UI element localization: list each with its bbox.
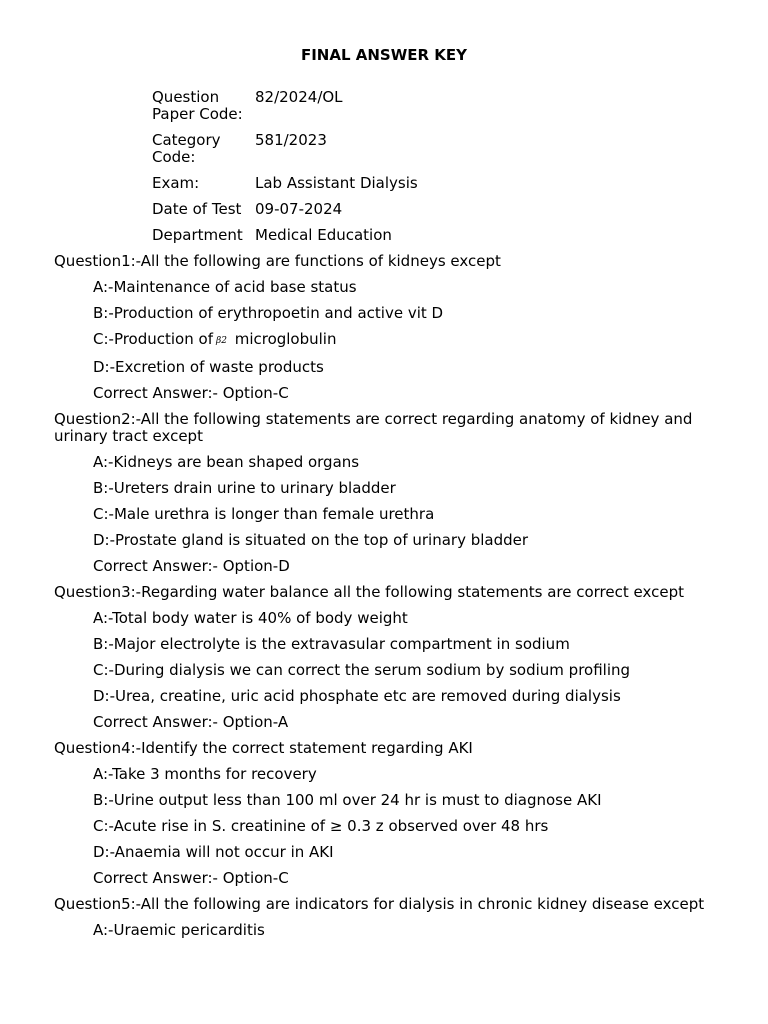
question-text: Question2:-All the following statements are correct regarding anatomy of kidney and urinary tract except	[54, 410, 693, 445]
meta-label: Category Code:	[152, 131, 221, 166]
option-c-suffix: microglobulin	[234, 330, 337, 348]
meta-value: Medical Education	[255, 226, 392, 244]
option-d: D:-Excretion of waste products	[93, 358, 324, 376]
option-c: C:-Acute rise in S. creatinine of ≥ 0.3 z observed over 48 hrs	[93, 817, 549, 835]
meta-label: Exam:	[152, 174, 200, 192]
question-text: Question4:-Identify the correct statement regarding AKI	[54, 739, 473, 757]
question-text: Question1:-All the following are functions of kidneys except	[54, 252, 501, 270]
page-title: FINAL ANSWER KEY	[300, 46, 468, 64]
option-c: C:-Male urethra is longer than female urethra	[93, 505, 435, 523]
option-c: C:-During dialysis we can correct the serum sodium by sodium profiling	[93, 661, 631, 679]
option-a: A:-Maintenance of acid base status	[93, 278, 357, 296]
question-block-2	[54, 411, 719, 575]
option-b: B:-Urine output less than 100 ml over 24 hr is must to diagnose AKI	[93, 791, 602, 809]
meta-row-date	[152, 201, 512, 218]
correct-answer: Correct Answer:- Option-C	[93, 384, 289, 402]
option-a: A:-Kidneys are bean shaped organs	[93, 453, 360, 471]
option-a: A:-Uraemic pericarditis	[93, 921, 265, 939]
meta-row-paper-code	[152, 89, 512, 123]
option-a: A:-Total body water is 40% of body weight	[93, 609, 408, 627]
option-c	[93, 331, 719, 350]
correct-answer: Correct Answer:- Option-A	[93, 713, 289, 731]
meta-value: 82/2024/OL	[255, 88, 343, 106]
correct-answer: Correct Answer:- Option-D	[93, 557, 290, 575]
option-d: D:-Urea, creatine, uric acid phosphate etc are removed during dialysis	[93, 687, 621, 705]
meta-value: 581/2023	[255, 131, 327, 149]
exam-details	[152, 89, 512, 253]
meta-label: Date of Test	[152, 200, 242, 218]
meta-label: Department	[152, 226, 243, 244]
meta-row-department	[152, 227, 512, 244]
meta-row-category-code	[152, 132, 512, 166]
meta-row-exam	[152, 175, 512, 192]
question-block-4	[54, 740, 719, 887]
question-text: Question3:-Regarding water balance all the following statements are correct except	[54, 583, 684, 601]
option-d: D:-Prostate gland is situated on the top of urinary bladder	[93, 531, 529, 549]
question-block-1	[54, 253, 719, 402]
option-b: B:-Production of erythropoetin and active vit D	[93, 304, 444, 322]
meta-label: Question Paper Code:	[152, 88, 243, 123]
option-c-prefix: C:-Production of	[93, 330, 213, 348]
option-b: B:-Ureters drain urine to urinary bladder	[93, 479, 396, 497]
meta-value: 09-07-2024	[255, 200, 343, 218]
question-block-3	[54, 584, 719, 731]
option-b: B:-Major electrolyte is the extravasular compartment in sodium	[93, 635, 570, 653]
beta2-symbol: β2	[215, 336, 227, 346]
question-block-5	[54, 896, 719, 939]
option-d: D:-Anaemia will not occur in AKI	[93, 843, 334, 861]
question-list	[54, 253, 719, 948]
correct-answer: Correct Answer:- Option-C	[93, 869, 289, 887]
question-text: Question5:-All the following are indicators for dialysis in chronic kidney disease except	[54, 895, 705, 913]
meta-value: Lab Assistant Dialysis	[255, 174, 418, 192]
option-a: A:-Take 3 months for recovery	[93, 765, 317, 783]
